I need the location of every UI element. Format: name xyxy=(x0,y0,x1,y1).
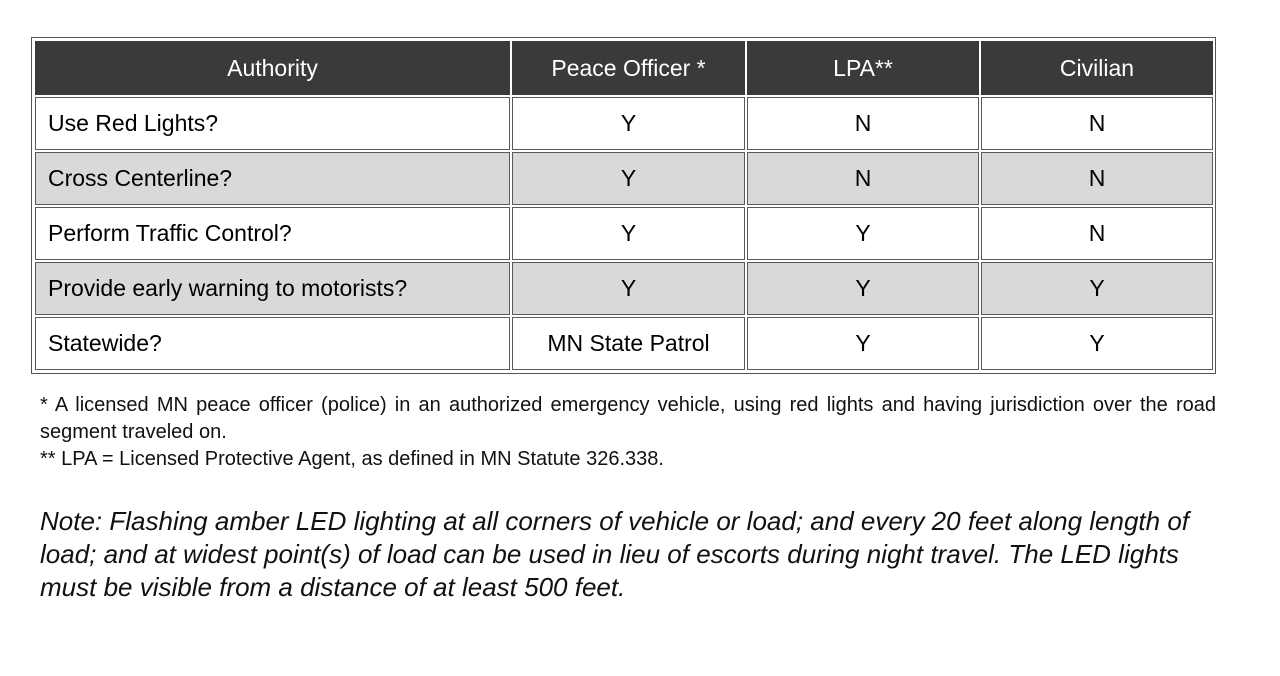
cell-peace-officer: Y xyxy=(512,262,745,315)
cell-civilian: Y xyxy=(981,262,1213,315)
header-lpa: LPA** xyxy=(747,41,979,95)
cell-civilian: N xyxy=(981,207,1213,260)
header-peace-officer: Peace Officer * xyxy=(512,41,745,95)
cell-civilian: Y xyxy=(981,317,1213,370)
cell-lpa: N xyxy=(747,152,979,205)
footnotes xyxy=(40,392,1216,473)
footnote-peace-officer: * A licensed MN peace officer (police) in an authorized emergency vehicle, using red lights and having jurisdiction over the road segment traveled on. xyxy=(40,394,1216,443)
authority-table-frame xyxy=(31,37,1216,374)
cell-peace-officer: Y xyxy=(512,207,745,260)
table-row xyxy=(35,207,1213,260)
header-civilian: Civilian xyxy=(981,41,1213,95)
row-label: Statewide? xyxy=(35,317,510,370)
cell-civilian: N xyxy=(981,152,1213,205)
table-row xyxy=(35,152,1213,205)
footnote-lpa: ** LPA = Licensed Protective Agent, as defined in MN Statute 326.338. xyxy=(40,448,664,470)
row-label: Cross Centerline? xyxy=(35,152,510,205)
table-row xyxy=(35,262,1213,315)
authority-table xyxy=(33,39,1215,372)
header-authority: Authority xyxy=(35,41,510,95)
cell-peace-officer: MN State Patrol xyxy=(512,317,745,370)
cell-lpa: N xyxy=(747,97,979,150)
cell-lpa: Y xyxy=(747,317,979,370)
row-label: Perform Traffic Control? xyxy=(35,207,510,260)
cell-peace-officer: Y xyxy=(512,152,745,205)
table-row xyxy=(35,97,1213,150)
cell-lpa: Y xyxy=(747,262,979,315)
cell-lpa: Y xyxy=(747,207,979,260)
cell-peace-officer: Y xyxy=(512,97,745,150)
led-lighting-note: Note: Flashing amber LED lighting at all corners of vehicle or load; and every 20 feet along length of load; and at widest point(s) of load can be used in lieu of escorts during night travel. The LED lights must be visible from a distance of at least 500 feet. xyxy=(40,506,1190,602)
row-label: Provide early warning to motorists? xyxy=(35,262,510,315)
row-label: Use Red Lights? xyxy=(35,97,510,150)
table-row xyxy=(35,317,1213,370)
table-header-row xyxy=(35,41,1213,95)
cell-civilian: N xyxy=(981,97,1213,150)
